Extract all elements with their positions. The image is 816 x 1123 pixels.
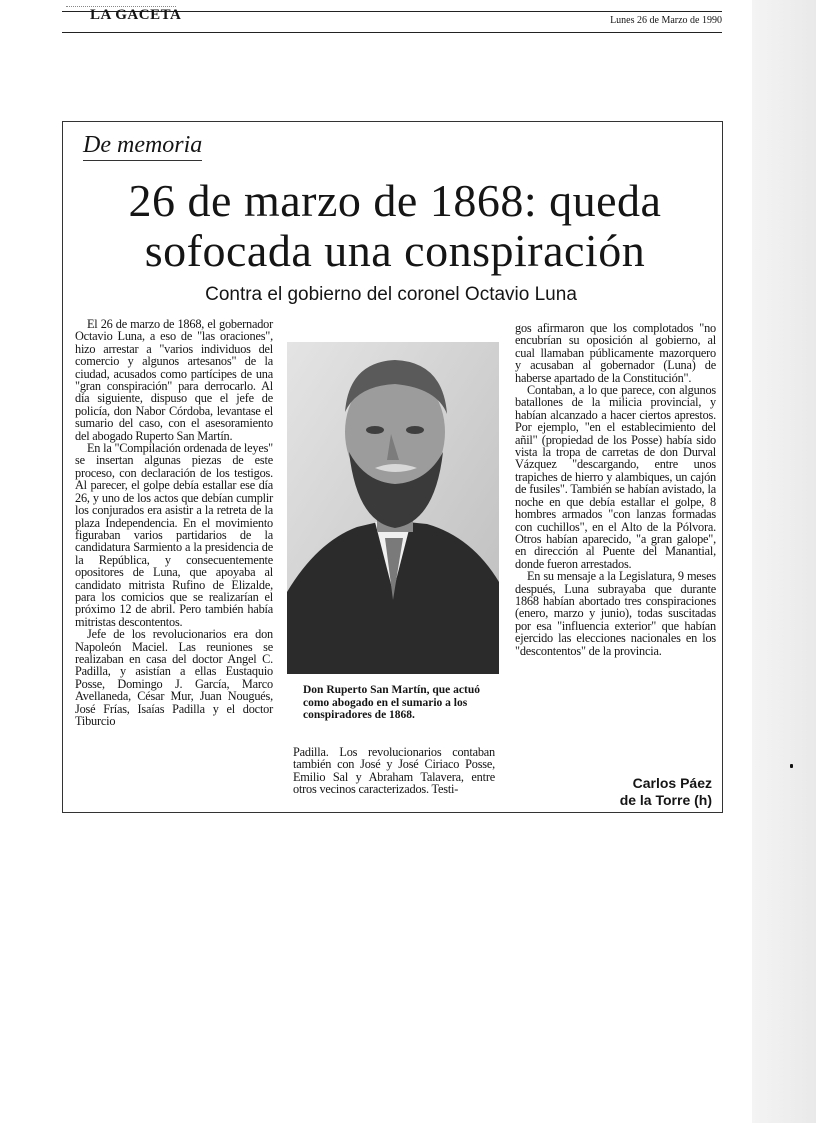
paragraph: Padilla. Los revolucionarios contaban también con José y José Ciriaco Posse, Emilio Sal y Abraham Talavera, entre otros vecinos caracterizados. Testi- <box>293 745 495 797</box>
paragraph: El 26 de marzo de 1868, el gobernador Octavio Luna, a eso de "las oraciones", hizo arrestar a "varios individuos del comercio y algunos artesanos" de la ciudad, acusados como partícipes de una "gran conspiración" para derrocarlo. Al día siguiente, dispuso que el jefe de policía, don Nabor Córdoba, levantase el sumario del caso, con el asesoramiento del abogado Ruperto San Martín. <box>75 317 273 443</box>
handwritten-scribble <box>66 0 176 7</box>
article-column-2 <box>293 746 495 796</box>
photo-caption: Don Ruperto San Martín, que actuó como abogado en el sumario a los conspiradores de 1868. <box>303 684 480 721</box>
paragraph: Jefe de los revolucionarios era don Napoleón Maciel. Las reuniones se realizaban en casa del doctor Angel C. Padilla, y asistían a ellas Eustaquio Posse, Domingo J. García, Marco Avellaneda, César Mur, Juan Nougués, José Frías, Isaías Padilla y el doctor Tiburcio <box>75 627 273 728</box>
article-column-3 <box>515 322 716 657</box>
paragraph: En su mensaje a la Legislatura, 9 meses después, Luna subrayaba que durante 1868 habían abortado tres conspiraciones (enero, marzo y junio), todas suscitadas por esa "influencia exterior" que habían ejercido las elecciones nacionales en los "descontentos" de la provincia. <box>515 569 716 658</box>
newspaper-name: LA GACETA <box>90 7 182 23</box>
section-label: De memoria <box>83 132 202 161</box>
paragraph: Contaban, a lo que parece, con algunos batallones de la milicia provincial, y habían alcanzado a hacer ciertos aprestos. Por ejemplo, "en el establecimiento del añil" (propiedad de los Posse) había sido vista la tropa de carretas de don Durval Vázquez "descargando, entre unos trapiches de hierro y alambiques, un cajón de fusiles". También se habían avistado, la noche en que debía estallar el golpe, 8 hombres armados "con lanzas formadas con cuchillos", en el Alto de la Pólvora. Otros habían aparecido, "a gran galope", en dirección al Puente del Manantial, donde fueron arrestados. <box>515 383 716 571</box>
portrait-photo <box>287 342 499 674</box>
paragraph: gos afirmaron que los complotados "no encubrían su oposición al gobierno, al cual llamaban públicamente mazorquero y acusaban al gobernador (Luna) de haberse apartado de la Constitución". <box>515 321 716 385</box>
paragraph: En la "Compilación ordenada de leyes" se insertan algunas piezas de este proceso, con declaración de los testigos. Al parecer, el golpe debía estallar ese día 26, y uno de los actos que debían cumplir los conjurados era asistir a la retreta de la plaza Independencia. En el movimiento figuraban varios partidarios de la candidatura Sarmiento a la presidencia de la República, y consecuentemente opositores de Luna, que apoyaba al candidato mitrista Rufino de Elizalde, para los comicios que se realizarían el próximo 12 de abril. Pero también había mitristas descontentos. <box>75 441 274 629</box>
ink-speck <box>790 764 793 768</box>
masthead <box>62 7 722 33</box>
article-column-1 <box>75 318 273 727</box>
portrait-image <box>287 342 499 674</box>
article-clipping <box>62 121 723 813</box>
author-byline <box>620 775 712 809</box>
author-name-line-1: Carlos Páez <box>632 775 712 791</box>
headline: 26 de marzo de 1868: queda sofocada una conspiración <box>128 175 662 276</box>
page-edge-shadow <box>752 0 816 1123</box>
masthead-bottom-rule <box>62 32 722 33</box>
subtitle: Contra el gobierno del coronel Octavio Luna <box>205 284 577 305</box>
author-name-line-2: de la Torre (h) <box>619 792 712 808</box>
issue-date: Lunes 26 de Marzo de 1990 <box>610 15 722 26</box>
